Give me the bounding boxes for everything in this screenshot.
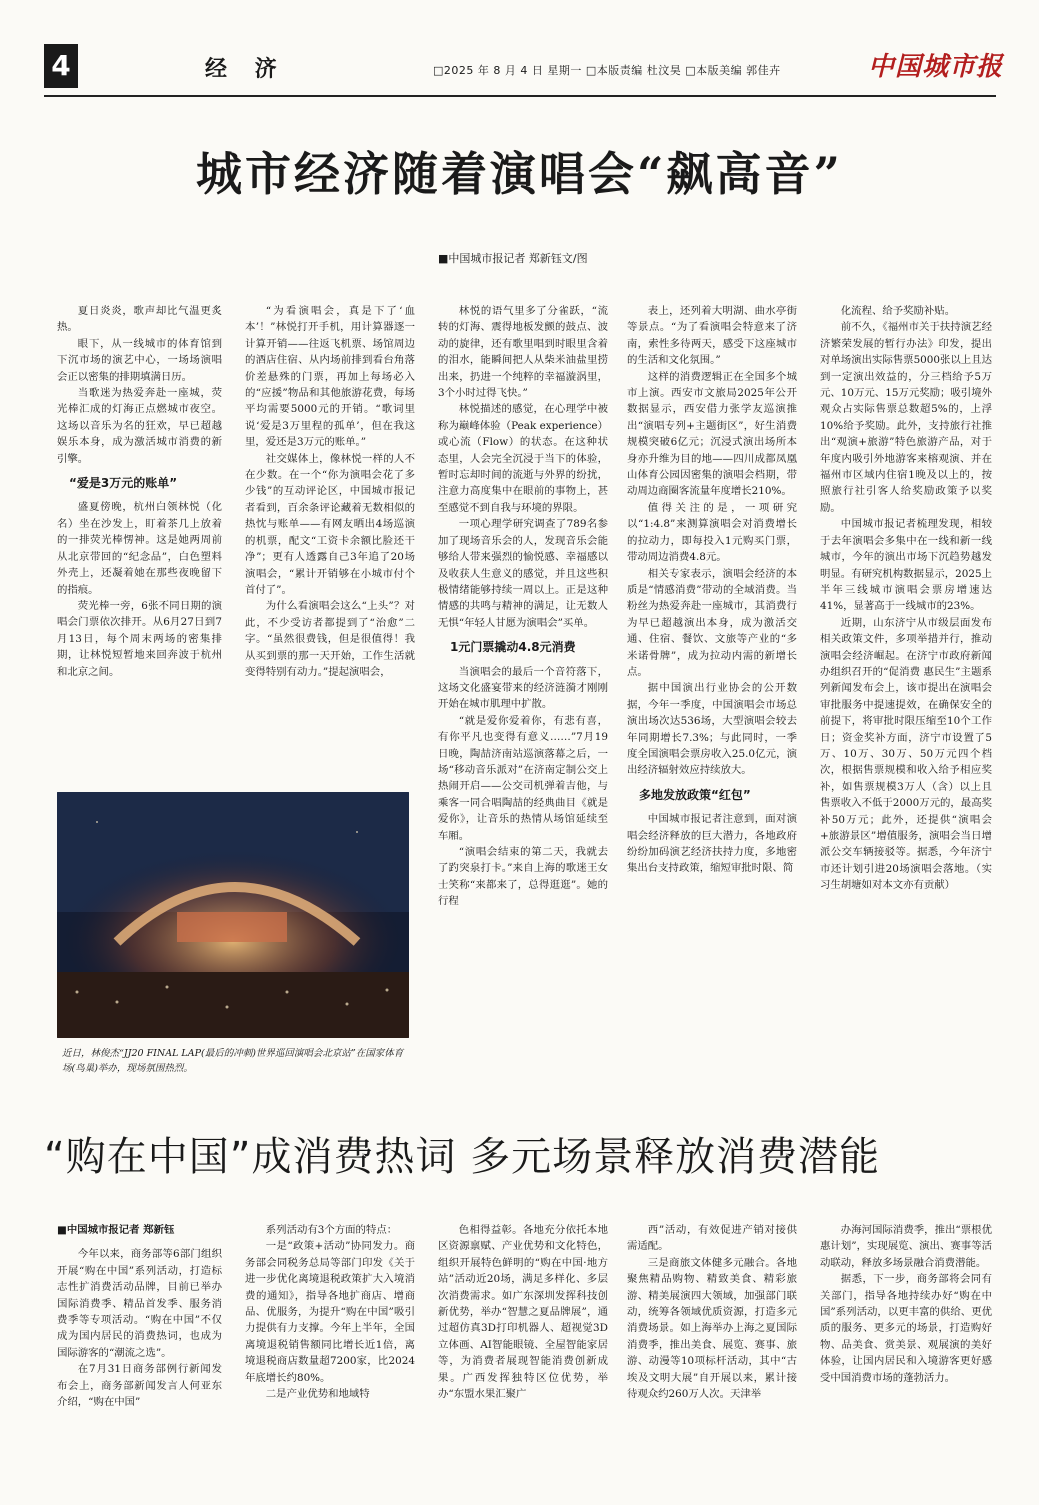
paragraph: 三是商旅文体健多元融合。各地聚焦精品购物、精致美食、精彩旅游、精美展演四大领域，加强部门联动，统筹各领域优质资源，打造多元消费场景。如上海举办上海之夏国际消费季，推出美食、展览、赛事、旅游、动漫等10项标杆活动，其中“古埃及文明大展”自开展以来，累计接待观众约260万人次。天津举 bbox=[627, 1256, 797, 1401]
subhead: 多地发放政策“红包” bbox=[639, 787, 751, 802]
article1-headline: 城市经济随着演唱会“飙高音” bbox=[196, 147, 843, 201]
article1-byline: ■中国城市报记者 郑新钰文/图 bbox=[438, 252, 588, 265]
paragraph: 当演唱会的最后一个音符落下，这场文化盛宴带来的经济涟漪才刚刚开始在城市肌理中扩散。 bbox=[438, 665, 608, 711]
concert-photo bbox=[57, 792, 409, 1038]
paragraph: 今年以来，商务部等6部门组织开展“购在中国”系列活动，打造标志性扩消费活动品牌，目前已举办国际消费季、精品首发季、服务消费季等专项活动。“购在中国”不仅成为国内居民的消费热词，也成为国际游客的“潮流之选”。 bbox=[57, 1248, 222, 1359]
article1-column-4 bbox=[627, 303, 797, 877]
paragraph: 表上，还列着大明湖、曲水亭街等景点。“为了看演唱会特意来了济南，索性多待两天，感受下这座城市的生活和文化氛围。” bbox=[627, 305, 797, 367]
page-number: 4 bbox=[44, 44, 78, 88]
section-title: 经 济 bbox=[205, 56, 287, 82]
subhead: “爱是3万元的账单” bbox=[69, 476, 178, 491]
article1-column-2 bbox=[245, 303, 415, 680]
paragraph: 盛夏傍晚，杭州白领林悦（化名）坐在沙发上，盯着茶几上放着的一排荧光棒愣神。这是她两周前从北京带回的“纪念品”，白色塑料外壳上，还凝着她在那些夜晚留下的指痕。 bbox=[57, 501, 222, 596]
paragraph: 据悉，下一步，商务部将会同有关部门，指导各地持续办好“购在中国”系列活动，以更丰富的供给、更优质的服务、更多元的场景，打造购好物、品美食、赏美景、观展演的美好体验，让国内居民和入境游客更好感受中国消费市场的蓬勃活力。 bbox=[820, 1273, 992, 1384]
paragraph: “演唱会结束的第二天，我就去了趵突泉打卡。”来自上海的歌迷王女士笑称“来都来了，总得逛逛”。她的行程 bbox=[438, 846, 608, 908]
paragraph: 中国城市报记者梳理发现，相较于去年演唱会多集中在一线和新一线城市，今年的演出市场下沉趋势越发明显。有研究机构数据显示，2025上半年三线城市演唱会票房增速达41%，显著高于一线城市的23%。 bbox=[820, 518, 992, 613]
article2-column-3 bbox=[438, 1222, 608, 1402]
article1-column-3 bbox=[438, 303, 608, 910]
paragraph: 相关专家表示，演唱会经济的本质是“情感消费”带动的全域消费。当粉丝为热爱奔赴一座城市，其消费行为早已超越演出本身，成为激活交通、住宿、餐饮、文旅等产业的“多米诺骨牌”，成为拉动内需的新增长点。 bbox=[627, 567, 797, 678]
header-rule bbox=[44, 95, 996, 97]
paragraph: 这样的消费逻辑正在全国多个城市上演。西安市文旅局2025年公开数据显示，西安借力张学友巡演推出“演唱专列+主题街区”，好生消费规模突破6亿元；沉浸式演出场所本身亦升维为目的地——四川成都凤凰山体育公园因密集的演唱会档期，带动周边商圈客流量年度增长210%。 bbox=[627, 370, 797, 498]
paragraph: 近期，山东济宁从市级层面发布相关政策文件，多项举措并行，推动演唱会经济崛起。在济宁市政府新闻办组织召开的“促消费 惠民生”主题系列新闻发布会上，该市提出在演唱会审批服务中提速提效，在确保安全的前提下，将审批时限压缩至10个工作日；资金奖补方面，济宁市设置了5万、10万、30万、50万元四个档次，根据售票规模和收入给予相应奖补，如售票规模3万人（含）以上且售票收入不低于2000万元的，最高奖补50万元；此外，还提供“演唱会+旅游景区”增值服务，演唱会当日增派公交车辆接驳等。据悉，今年济宁市还计划引进20场演唱会落地。（实习生胡塘如对本文亦有贡献） bbox=[820, 616, 992, 892]
paragraph: 一是“政策+活动”协同发力。商务部会同税务总局等部门印发《关于进一步优化离境退税政策扩大入境消费的通知》，指导各地扩商店、增商品、优服务，为提升“购在中国”吸引力提供有力支撑。今年上半年，全国离境退税销售额同比增长近1倍，离境退税商店数量超7200家，比2024年底增长约80%。 bbox=[245, 1240, 415, 1384]
paragraph: 为什么看演唱会这么“上头”？对此，不少受访者都提到了“治愈”二字。“虽然很费钱，但是很值得！我从买到票的那一天开始，工作生活就变得特别有动力。”提起演唱会， bbox=[245, 600, 415, 678]
paragraph: 化流程、给予奖励补贴。 bbox=[840, 305, 956, 317]
paragraph: “就是爱你爱着你，有悲有喜，有你平凡也变得有意义……”7月19日晚，陶喆济南站巡演落幕之后，一场“移动音乐派对”在济南定制公交上热闹开启——公交司机弹着吉他，与乘客一同合唱陶喆的经典曲目《就是爱你》，让音乐的热情从场馆延续至车厢。 bbox=[438, 714, 608, 842]
paragraph: 在7月31日商务部例行新闻发布会上，商务部新闻发言人何亚东介绍，“购在中国” bbox=[57, 1363, 222, 1409]
article1-column-1 bbox=[57, 303, 222, 680]
paragraph: 一项心理学研究调查了789名参加了现场音乐会的人，发现音乐会能够给人带来强烈的愉悦感、幸福感以及收获人生意义的感觉，并且这些积极情绪能够持续一周以上。正是这种情感的共鸣与精神的满足，让无数人无惧“年轻人甘愿为演唱会”买单。 bbox=[438, 518, 608, 629]
paragraph: 夏日炎炎，歌声却比气温更炙热。 bbox=[57, 305, 222, 334]
article2-column-4 bbox=[627, 1222, 797, 1402]
paragraph: 林悦的语气里多了分雀跃，“流转的灯海、震得地板发颤的鼓点、波动的旋律，还有歌里唱到时眼里含着的泪水，能瞬间把人从柴米油盐里捞出来，扔进一个纯粹的幸福漩涡里，3个小时过得飞快。” bbox=[438, 305, 608, 400]
paragraph: 荧光棒一旁，6张不同日期的演唱会门票依次排开。从6月27日到7月13日，每个周末两场的密集排期，让林悦短暂地来回奔波于杭州和北京之间。 bbox=[57, 599, 222, 678]
paragraph: 林悦描述的感觉，在心理学中被称为巅峰体验（Peak experience）或心流（Flow）的状态。在这种状态里，人会完全沉浸于当下的体验，暂时忘却时间的流逝与外界的纷扰，注意力高度集中在眼前的事物上，甚至感觉不到自我与环境的界限。 bbox=[438, 403, 608, 514]
paragraph: “为看演唱会，真是下了‘血本’！”林悦打开手机，用计算器逐一计算开销——往返飞机票、场馆周边的酒店住宿、从内场前排到看台角落价差悬殊的门票，再加上每场必入的“应援”物品和其他旅游花费，每场平均需要5000元的开销。“歌词里说‘爱是3万里程的孤单’，但在我这里，爱还是3万元的账单。” bbox=[245, 305, 415, 449]
paragraph: 色相得益彰。各地充分依托本地区资源禀赋、产业优势和文化特色，组织开展特色鲜明的“购在中国·地方站”活动近20场，满足多样化、多层次消费需求。如广东深圳发挥科技创新优势，举办“智慧之夏品牌展”，通过超仿真3D打印机器人、超视觉3D立体画、AI智能眼镜、全屋智能家居等，为消费者展现智能消费创新成果。广西发挥独特区位优势，举办“东盟水果汇聚广 bbox=[438, 1224, 608, 1401]
masthead-logo: 中国城市报 bbox=[868, 52, 1004, 82]
article2-column-5 bbox=[820, 1222, 992, 1386]
paragraph: 眼下，从一线城市的体育馆到下沉市场的演艺中心，一场场演唱会正以密集的排期填满日历。 bbox=[57, 337, 222, 383]
paragraph: 系列活动有3个方面的特点： bbox=[265, 1224, 398, 1236]
paragraph: 二是产业优势和地域特 bbox=[265, 1388, 370, 1401]
article1-column-5 bbox=[820, 303, 992, 894]
paragraph: 值得关注的是，一项研究以“1:4.8”来测算演唱会对消费增长的拉动力，即每投入1元购买门票，带动周边消费4.8元。 bbox=[627, 501, 797, 564]
paragraph: 中国城市报记者注意到，面对演唱会经济释放的巨大潜力，各地政府纷纷加码演艺经济扶持力度，多地密集出台支持政策，缩短审批时限、简 bbox=[627, 813, 797, 875]
article2-headline: “购在中国”成消费热词 多元场景释放消费潜能 bbox=[44, 1134, 881, 1180]
paragraph: 社交媒体上，像林悦一样的人不在少数。在一个“你为演唱会花了多少钱”的互动评论区，中国城市报记者看到，百余条评论藏着无数相似的热忱与账单——有网友晒出4场巡演的机票，配文“工资卡余额比脸还干净”；更有人透露自己3年追了20场演唱会，“累计开销够在小城市付个首付了”。 bbox=[245, 452, 415, 596]
photo-caption: 近日，林俊杰“JJ20 FINAL LAP(最后的冲刺)世界巡回演唱会北京站”在国家体育场(鸟巢)举办，现场氛围热烈。 bbox=[62, 1048, 404, 1074]
article2-column-2 bbox=[245, 1222, 415, 1402]
paragraph: 办海河国际消费季，推出“票根优惠计划”，实现展览、演出、赛事等活动联动，释放多场景融合消费潜能。 bbox=[820, 1224, 992, 1269]
paragraph: 据中国演出行业协会的公开数据，今年一季度，中国演唱会市场总演出场次达536场，大型演唱会较去年同期增长7.3%；与此同时，一季度全国演唱会票房收入25.0亿元，演出经济辐射效应持续放大。 bbox=[627, 682, 797, 777]
article2-column-1 bbox=[57, 1222, 222, 1410]
issue-meta: □2025 年 8 月 4 日 星期一 □本版责编 杜汶昊 □本版美编 郭佳卉 bbox=[433, 64, 781, 77]
subhead: 1元门票撬动4.8元消费 bbox=[450, 640, 576, 655]
article2-byline: ■中国城市报记者 郑新钰 bbox=[57, 1224, 175, 1236]
paragraph: 前不久，《福州市关于扶持演艺经济繁荣发展的暂行办法》印发，提出对单场演出实际售票5000张以上且达到一定演出效益的，分三档给予5万元、10万元、15万元奖励；吸引境外观众占实际售票总数超5%的，上浮10%给予奖励。此外，支持旅行社推出“观演+旅游”特色旅游产品，对于年度内吸引外地游客来榕观演、并在福州市区域内住宿1晚及以上的，按照旅行社引客人给奖励政策予以奖励。 bbox=[820, 321, 992, 514]
paragraph: 西”活动，有效促进产销对接供需适配。 bbox=[627, 1224, 797, 1253]
paragraph: 当歌迷为热爱奔赴一座城，荧光棒汇成的灯海正点燃城市夜空。这场以音乐为名的狂欢，早已超越娱乐本身，成为激活城市消费的新引擎。 bbox=[57, 387, 222, 465]
